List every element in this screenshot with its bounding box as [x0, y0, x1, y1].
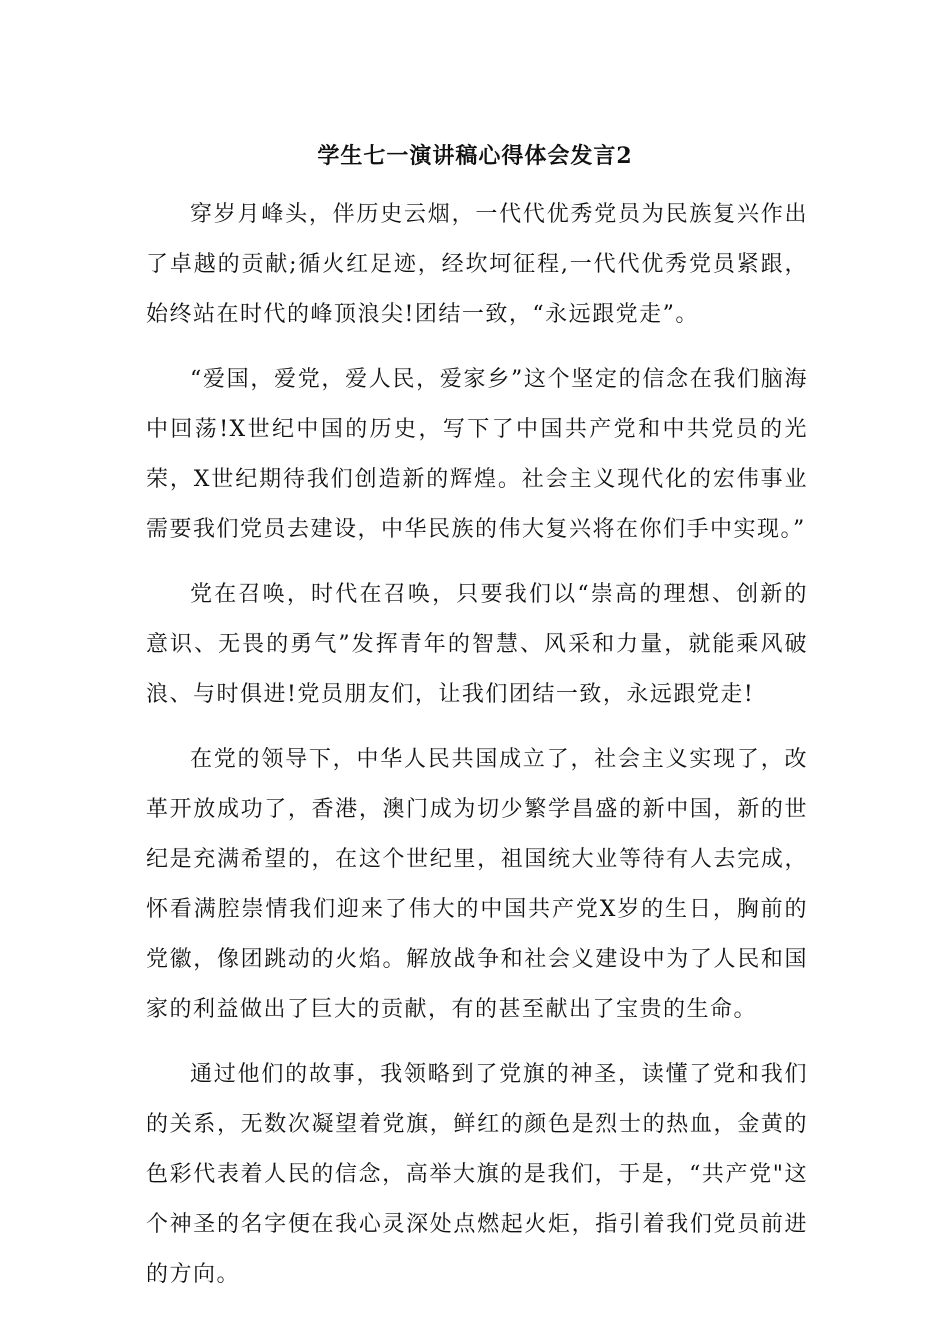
page-title: 学生七一演讲稿心得体会发言2 — [317, 143, 633, 169]
document-body — [146, 190, 808, 1315]
paragraph-1: 穿岁月峰头，伴历史云烟，一代代优秀党员为民族复兴作出了卓越的贡献;循火红足迹，经坎坷征程,一代代优秀党员紧跟，始终站在时代的峰顶浪尖!团结一致，“永远跟党走”。 — [146, 202, 808, 327]
paragraph-5: 通过他们的故事，我领略到了党旗的神圣，读懂了党和我们的关系，无数次凝望着党旗，鲜红的颜色是烈士的热血，金黄的色彩代表着人民的信念，高举大旗的是我们，于是，“共产党"这个神圣的名字便在我心灵深处点燃起火炬，指引着我们党员前进的方向。 — [146, 1062, 808, 1287]
paragraph-2: “爱国，爱党，爱人民，爱家乡”这个坚定的信念在我们脑海中回荡!X世纪中国的历史，写下了中国共产党和中共党员的光荣，X世纪期待我们创造新的辉煌。社会主义现代化的宏伟事业需要我们党员去建设，中华民族的伟大复兴将在你们手中实现。” — [146, 367, 808, 542]
paragraph-4: 在党的领导下，中华人民共国成立了，社会主义实现了，改革开放成功了，香港，澳门成为切少繁学昌盛的新中国，新的世纪是充满希望的，在这个世纪里，祖国统大业等待有人去完成，怀看满腔崇情我们迎来了伟大的中国共产党X岁的生日，胸前的党徽，像团跳动的火焰。解放战争和社会义建设中为了人民和国家的利益做出了巨大的贡献，有的甚至献出了宝贵的生命。 — [146, 747, 808, 1022]
paragraph-3: 党在召唤，时代在召唤，只要我们以“崇高的理想、创新的意识、无畏的勇气”发挥青年的智慧、风采和力量，就能乘风破浪、与时俱进!党员朋友们，让我们团结一致，永远跟党走! — [146, 582, 808, 707]
